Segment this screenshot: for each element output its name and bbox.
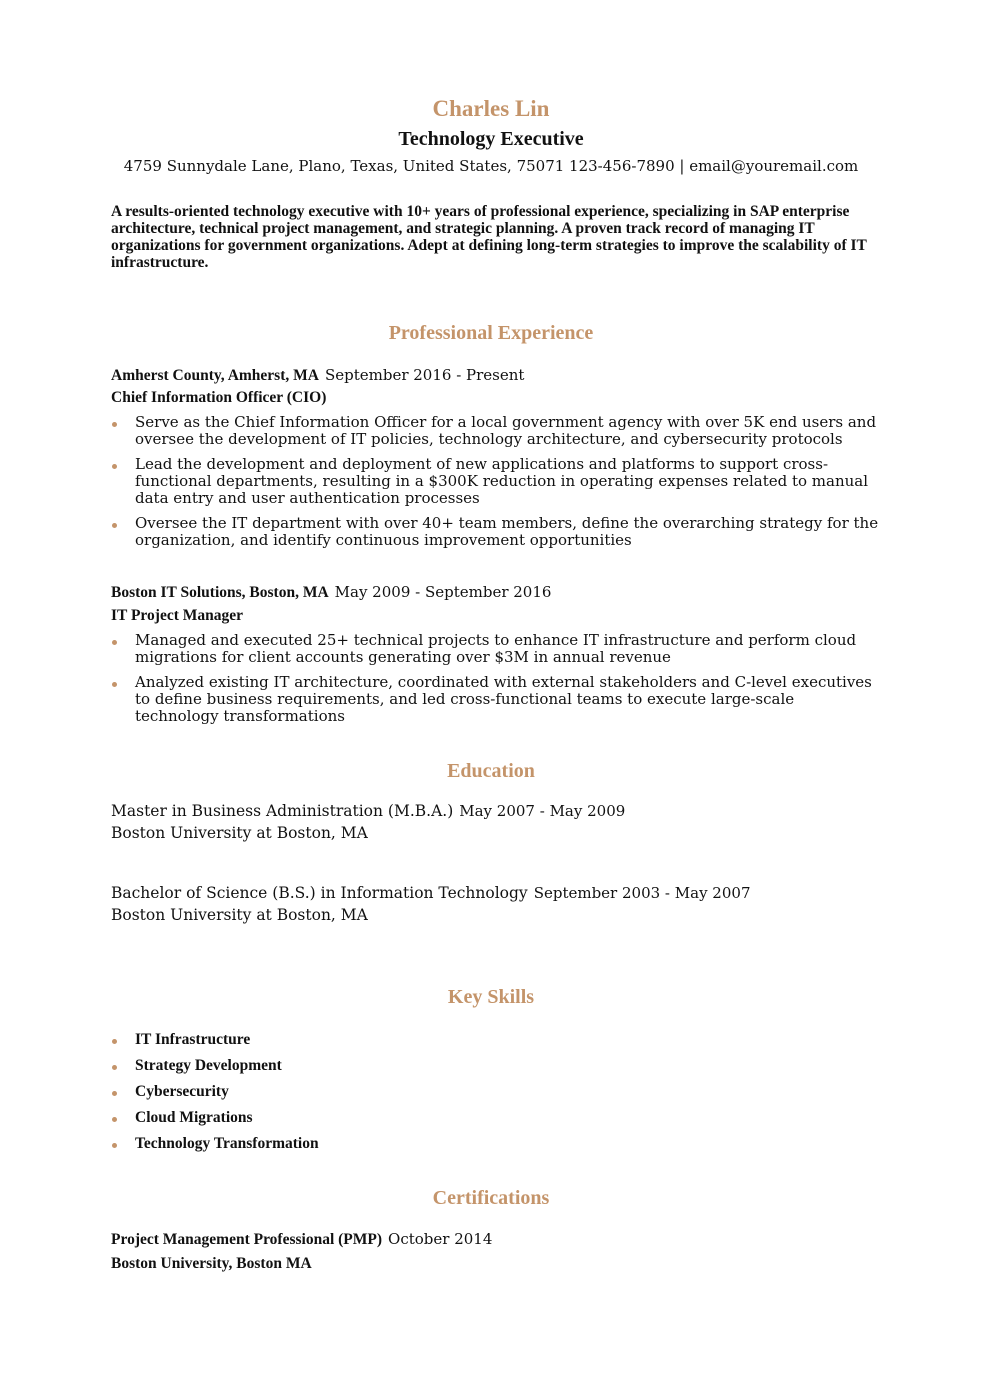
bullet-dot-icon (112, 422, 117, 427)
list-item (111, 1135, 319, 1161)
bullet-dot-icon (112, 464, 117, 469)
job-role: IT Project Manager (111, 607, 243, 624)
skill-text: Cybersecurity (135, 1083, 229, 1100)
job-employer: Amherst County, Amherst, MA (111, 367, 319, 384)
section-heading-experience: Professional Experience (388, 322, 594, 344)
education-degree: Bachelor of Science (B.S.) in Information Technology (111, 884, 528, 902)
bullet-dot-icon (112, 1143, 117, 1148)
list-item (111, 456, 881, 507)
education-degree-line (111, 802, 625, 820)
education-school: Boston University at Boston, MA (111, 906, 368, 924)
certification-line (111, 1230, 492, 1249)
bullet-dot-icon (112, 523, 117, 528)
job-header (111, 366, 524, 385)
candidate-name: Charles Lin (432, 96, 550, 121)
list-item (111, 515, 881, 549)
list-item (111, 632, 881, 666)
candidate-title: Technology Executive (398, 128, 584, 150)
list-item (111, 1109, 319, 1135)
bullet-dot-icon (112, 1039, 117, 1044)
certification-name: Project Management Professional (PMP) (111, 1231, 383, 1248)
skills-list (111, 1031, 319, 1161)
education-dates: September 2003 - May 2007 (533, 884, 751, 902)
job-dates: September 2016 - Present (324, 366, 525, 384)
job-bullets (111, 414, 881, 557)
education-school: Boston University at Boston, MA (111, 824, 368, 842)
skill-text: Strategy Development (135, 1057, 282, 1074)
certification-issuer: Boston University, Boston MA (111, 1255, 312, 1272)
bullet-text: Lead the development and deployment of new applications and platforms to support cross-functional departments, resulting in a $300K reduction in operating expenses related to manual data entry and user authentication processes (135, 455, 869, 507)
education-degree: Master in Business Administration (M.B.A.) (111, 802, 454, 820)
list-item (111, 414, 881, 448)
job-bullets (111, 632, 881, 733)
skill-text: Technology Transformation (135, 1135, 319, 1152)
skill-text: IT Infrastructure (135, 1031, 251, 1048)
bullet-text: Serve as the Chief Information Officer for a local government agency with over 5K end users and oversee the development of IT policies, technology architecture, and cybersecurity protocols (135, 413, 877, 448)
list-item (111, 1031, 319, 1057)
job-employer: Boston IT Solutions, Boston, MA (111, 584, 329, 601)
section-heading-skills: Key Skills (447, 986, 535, 1008)
section-heading-certifications: Certifications (432, 1187, 550, 1209)
bullet-text: Analyzed existing IT architecture, coordinated with external stakeholders and C-level executives to define business requirements, and led cross-functional teams to execute large-scale technology transformations (135, 673, 872, 725)
bullet-dot-icon (112, 640, 117, 645)
bullet-dot-icon (112, 1091, 117, 1096)
skill-text: Cloud Migrations (135, 1109, 253, 1126)
list-item (111, 1057, 319, 1083)
bullet-dot-icon (112, 682, 117, 687)
job-role: Chief Information Officer (CIO) (111, 389, 327, 406)
section-heading-education: Education (447, 760, 535, 782)
education-dates: May 2007 - May 2009 (459, 802, 626, 820)
job-header (111, 583, 551, 602)
education-degree-line (111, 884, 750, 902)
job-dates: May 2009 - September 2016 (334, 583, 552, 601)
bullet-text: Managed and executed 25+ technical projects to enhance IT infrastructure and perform cloud migrations for client accounts generating over $3M in annual revenue (135, 631, 857, 666)
list-item (111, 674, 881, 725)
bullet-text: Oversee the IT department with over 40+ team members, define the overarching strategy for the organization, and identify continuous improvement opportunities (135, 514, 879, 549)
contact-line: 4759 Sunnydale Lane, Plano, Texas, United States, 75071 123-456-7890 | email@youremail.com (123, 157, 859, 175)
bullet-dot-icon (112, 1065, 117, 1070)
summary-paragraph: A results-oriented technology executive with 10+ years of professional experience, specializing in SAP enterprise architecture, technical project management, and strategic planning. A proven track record of managing IT organizations for government organizations. Adept at defining long-term strategies to improve the scalability of IT infrastructure. (111, 203, 867, 271)
certification-date: October 2014 (388, 1230, 493, 1248)
bullet-dot-icon (112, 1117, 117, 1122)
list-item (111, 1083, 319, 1109)
